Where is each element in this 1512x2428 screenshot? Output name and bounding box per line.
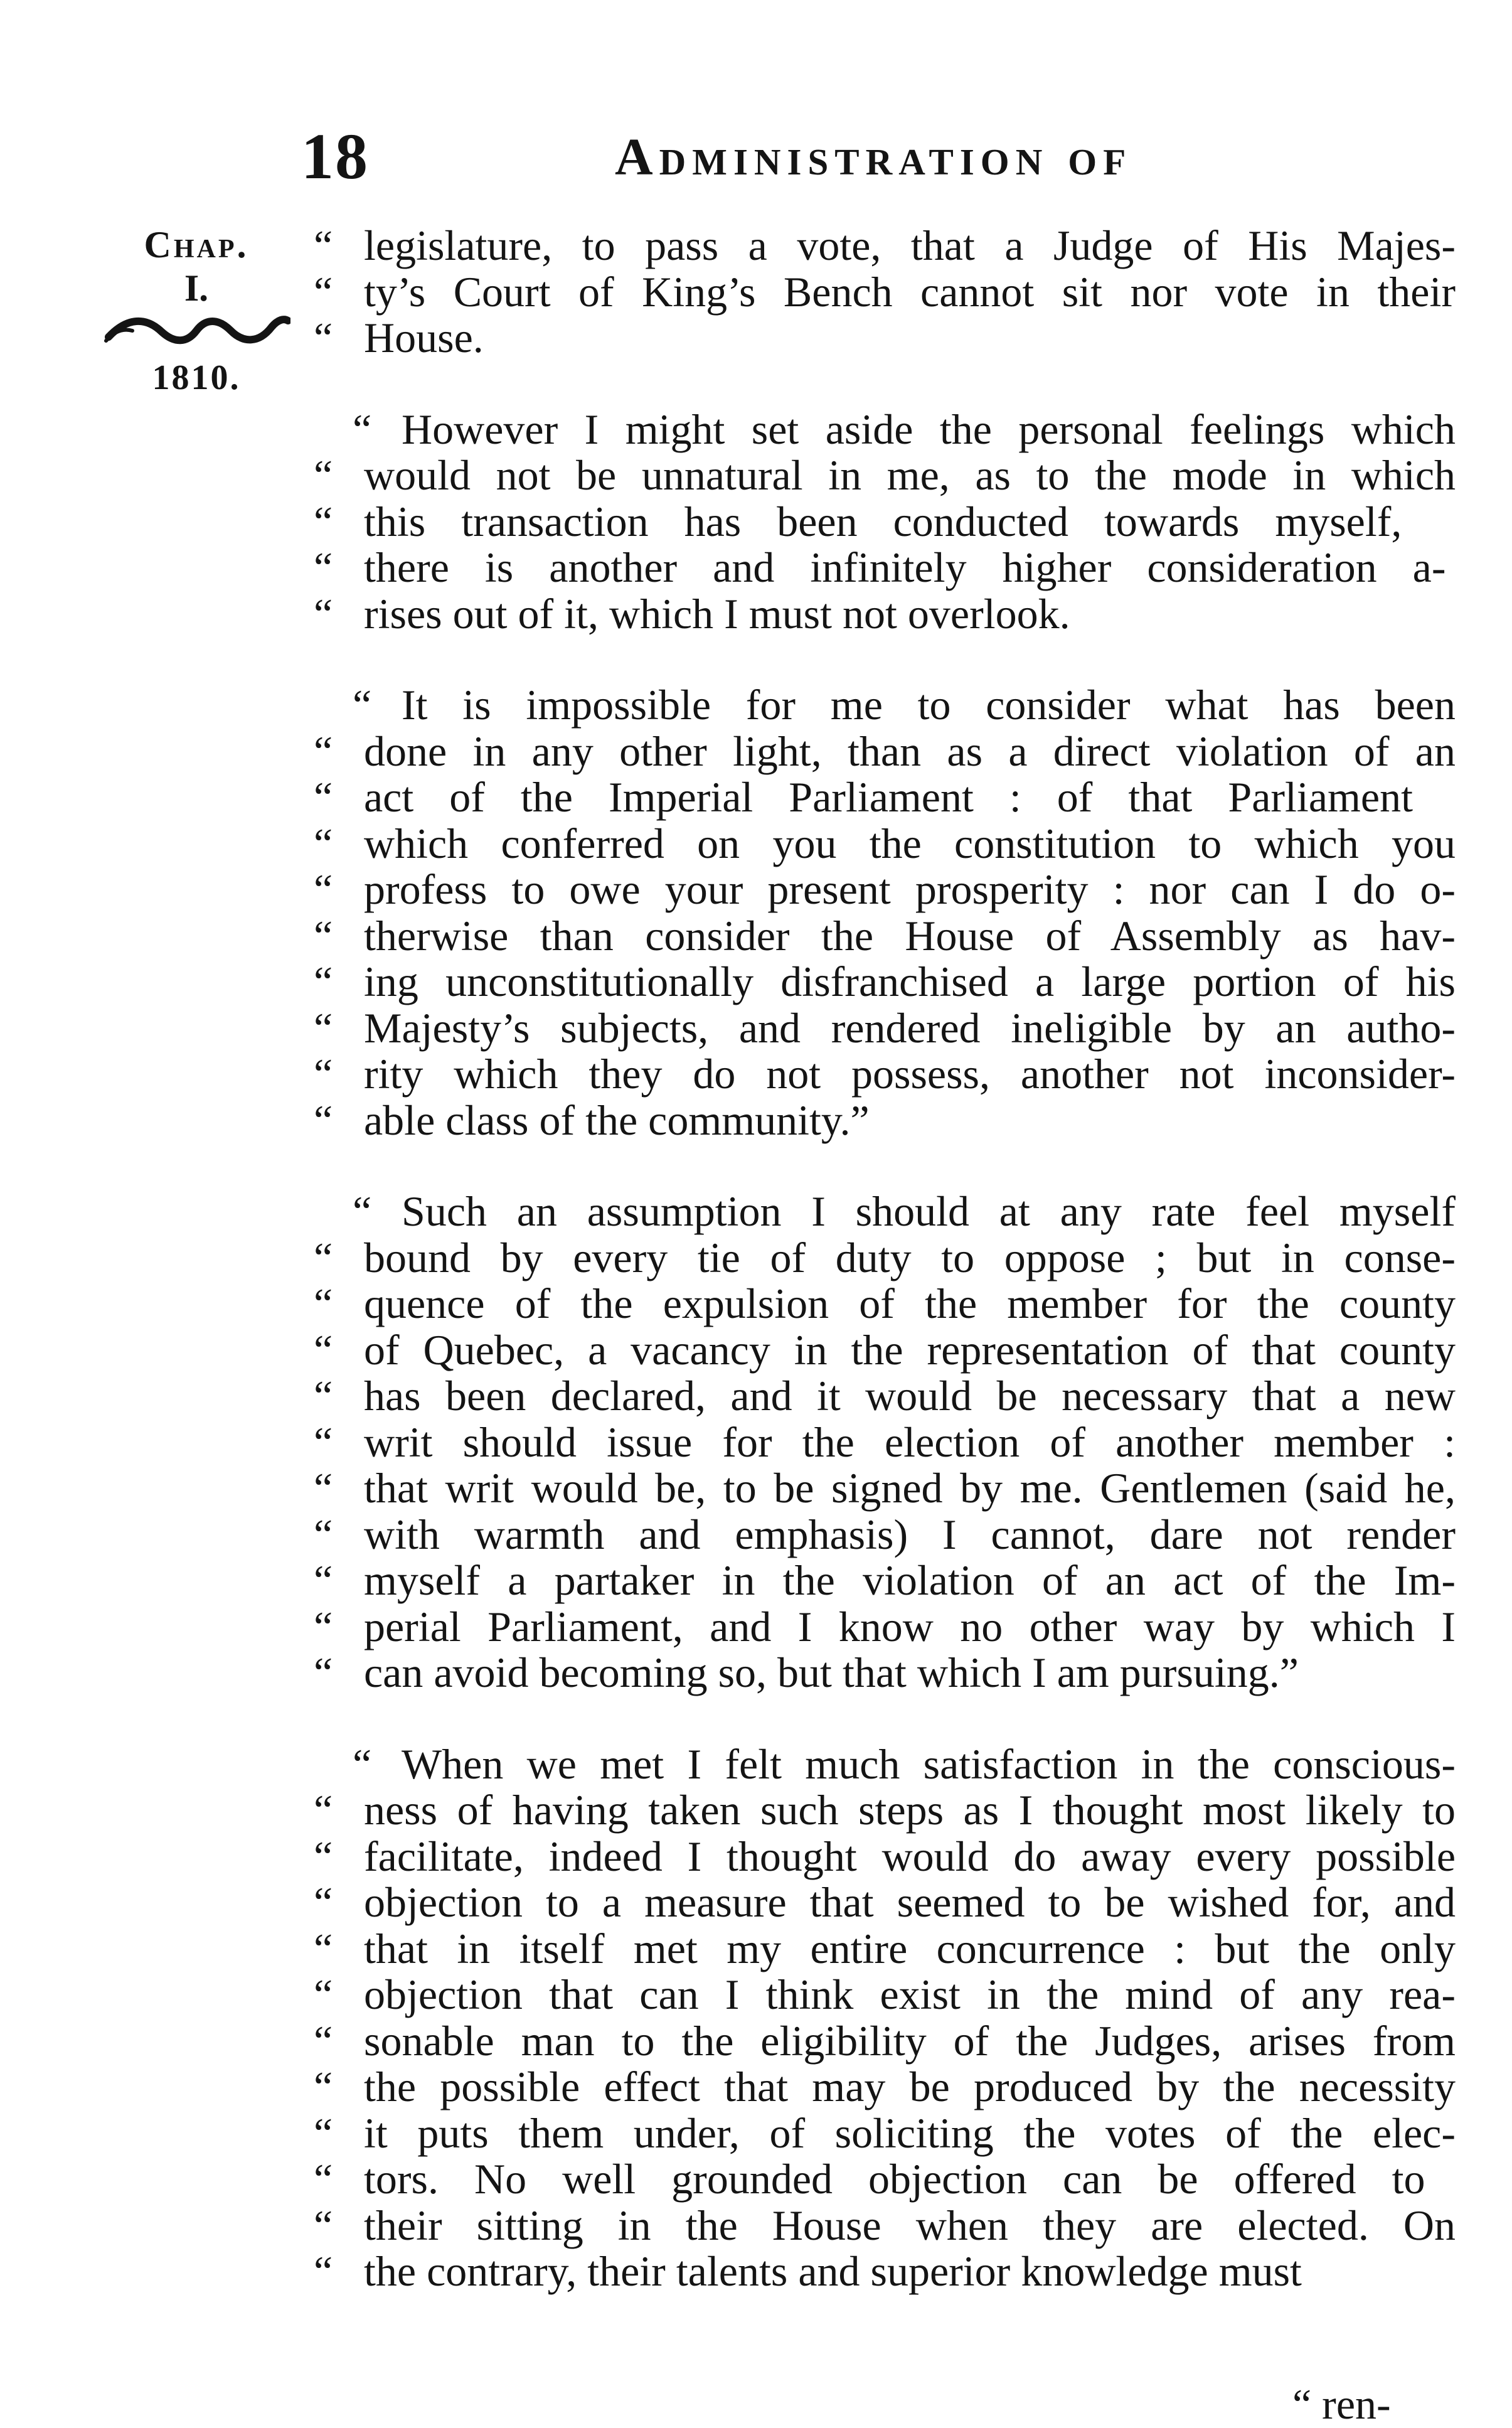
quote-mark: “ <box>314 589 333 638</box>
line-text: done in any other light, than as a direct violation of an <box>364 727 1456 775</box>
text-line <box>314 2110 1456 2157</box>
text-line <box>314 499 1456 545</box>
text-line <box>314 2064 1456 2110</box>
line-text: act of the Imperial Parliament : of that Parliament <box>364 773 1413 821</box>
quote-mark: “ <box>314 865 333 913</box>
margin-note <box>93 223 300 400</box>
text-line <box>314 1098 1456 1144</box>
quote-mark: “ <box>314 727 333 775</box>
quote-mark: “ <box>314 1050 333 1098</box>
text-line <box>314 269 1456 316</box>
line-text: ty’s Court of King’s Bench cannot sit nor vote in their <box>364 267 1456 316</box>
line-text: sonable man to the eligibility of the Judges, arises from <box>364 2016 1456 2065</box>
line-text: myself a partaker in the violation of an act of the Im- <box>364 1556 1456 1604</box>
quote-mark: “ <box>314 1280 333 1327</box>
quote-mark: “ <box>314 1786 333 1834</box>
text-line <box>314 1465 1456 1512</box>
text-line <box>314 2156 1456 2203</box>
line-text: When we met I felt much satisfaction in the conscious- <box>402 1740 1456 1788</box>
line-text: would not be unnatural in me, as to the mode in which <box>364 451 1456 499</box>
line-text: legislature, to pass a vote, that a Judge of His Majes- <box>364 222 1456 269</box>
quote-mark: “ <box>314 773 333 821</box>
quote-mark: “ <box>314 497 333 545</box>
text-line <box>314 1604 1456 1650</box>
margin-chapter-label: Chap. <box>144 224 249 265</box>
quote-mark: “ <box>353 1740 372 1788</box>
running-head <box>301 119 1242 193</box>
line-text: House. <box>364 314 484 361</box>
text-line <box>314 1834 1456 1880</box>
text-line <box>314 774 1456 821</box>
paragraph <box>314 1741 1456 2295</box>
line-text: rity which they do not possess, another not inconsider- <box>364 1050 1456 1098</box>
line-text: of Quebec, a vacancy in the representation of that county <box>364 1325 1456 1374</box>
text-line <box>314 223 1456 269</box>
line-text: able class of the community.” <box>364 1096 870 1144</box>
paragraph <box>314 407 1456 638</box>
quote-mark: “ <box>353 1187 372 1235</box>
quote-mark: “ <box>353 405 372 453</box>
quote-mark: “ <box>314 267 333 316</box>
quote-mark: “ <box>314 1233 333 1281</box>
text-line <box>314 1420 1456 1466</box>
text-line <box>314 315 1456 361</box>
line-text: it puts them under, of soliciting the votes of the elec- <box>364 2109 1456 2157</box>
line-text: However I might set aside the personal feelings which <box>402 405 1456 453</box>
line-text: this transaction has been conducted towards myself, <box>364 497 1402 545</box>
catchword: “ ren- <box>1292 2380 1391 2428</box>
quote-mark: “ <box>353 681 372 729</box>
line-text: that in itself met my entire concurrence : but the only <box>364 1924 1456 1972</box>
paragraph <box>314 682 1456 1143</box>
quote-mark: “ <box>314 2201 333 2249</box>
line-text: ing unconstitutionally disfranchised a large portion of his <box>364 958 1456 1005</box>
margin-chapter-number: I. <box>184 267 209 309</box>
quote-mark: “ <box>314 911 333 960</box>
text-line <box>314 1005 1456 1052</box>
quote-mark: “ <box>314 451 333 499</box>
paragraph <box>314 223 1456 361</box>
line-text: perial Parliament, and I know no other way by which I <box>364 1602 1456 1650</box>
quote-mark: “ <box>314 2247 333 2295</box>
quote-mark: “ <box>314 1372 333 1420</box>
text-line <box>314 452 1456 499</box>
line-text: Such an assumption I should at any rate feel myself <box>402 1187 1456 1235</box>
text-line <box>314 959 1456 1005</box>
line-text: quence of the expulsion of the member for the county <box>364 1280 1456 1327</box>
quote-mark: “ <box>314 2016 333 2065</box>
page-number: 18 <box>301 120 369 193</box>
quote-mark: “ <box>314 1649 333 1696</box>
quote-mark: “ <box>314 222 333 269</box>
line-text: the contrary, their talents and superior knowledge must <box>364 2247 1302 2295</box>
text-line <box>314 1235 1456 1281</box>
text-line <box>314 1880 1456 1926</box>
quote-mark: “ <box>314 819 333 867</box>
line-text: that writ would be, to be signed by me. Gentlemen (said he, <box>364 1464 1456 1512</box>
line-text: profess to owe your present prosperity : nor can I do o- <box>364 865 1456 913</box>
text-line <box>314 407 1456 453</box>
text-line <box>314 1051 1456 1098</box>
line-text: the possible effect that may be produced by the necessity <box>364 2063 1456 2110</box>
text-line <box>314 1787 1456 1834</box>
quote-mark: “ <box>314 958 333 1005</box>
text-line <box>314 1512 1456 1558</box>
line-text: can avoid becoming so, but that which I am pursuing.” <box>364 1649 1299 1696</box>
text-line <box>314 2203 1456 2249</box>
line-text: It is impossible for me to consider what has been <box>402 681 1456 729</box>
quote-mark: “ <box>314 1464 333 1512</box>
text-line <box>314 1650 1456 1696</box>
quote-mark: “ <box>314 2063 333 2110</box>
quote-mark: “ <box>314 1418 333 1466</box>
line-text: objection that can I think exist in the mind of any rea- <box>364 1971 1456 2018</box>
line-text: has been declared, and it would be necessary that a new <box>364 1372 1456 1420</box>
text-line <box>314 682 1456 729</box>
line-text: objection to a measure that seemed to be wished for, and <box>364 1878 1456 1926</box>
line-text: therwise than consider the House of Assembly as hav- <box>364 911 1456 960</box>
body-text <box>314 223 1456 2340</box>
line-text: facilitate, indeed I thought would do away every possible <box>364 1832 1456 1880</box>
line-text: tors. No well grounded objection can be offered to <box>364 2155 1425 2203</box>
line-text: which conferred on you the constitution to which you <box>364 819 1456 867</box>
quote-mark: “ <box>314 1924 333 1972</box>
quote-mark: “ <box>314 1325 333 1374</box>
quote-mark: “ <box>314 1556 333 1604</box>
line-text: their sitting in the House when they are elected. On <box>364 2201 1456 2249</box>
line-text: Majesty’s subjects, and rendered ineligible by an autho- <box>364 1003 1456 1052</box>
text-line <box>314 1741 1456 1788</box>
running-title: Administration of <box>615 128 1132 186</box>
quote-mark: “ <box>314 314 333 361</box>
quote-mark: “ <box>314 1510 333 1558</box>
flourish-ornament-icon <box>102 312 290 350</box>
quote-mark: “ <box>314 1878 333 1926</box>
text-line <box>314 2249 1456 2295</box>
line-text: bound by every tie of duty to oppose ; but in conse- <box>364 1233 1456 1281</box>
text-line <box>314 1189 1456 1235</box>
text-line <box>314 729 1456 775</box>
text-line <box>314 591 1456 638</box>
line-text: with warmth and emphasis) I cannot, dare not render <box>364 1510 1456 1558</box>
text-line <box>314 2018 1456 2065</box>
quote-mark: “ <box>314 1003 333 1052</box>
line-text: there is another and infinitely higher consideration a- <box>364 543 1446 591</box>
line-text: ness of having taken such steps as I thought most likely to <box>364 1786 1456 1834</box>
margin-year: 1810. <box>152 358 241 397</box>
text-line <box>314 1373 1456 1420</box>
text-line <box>314 821 1456 867</box>
quote-mark: “ <box>314 1602 333 1650</box>
quote-mark: “ <box>314 1096 333 1144</box>
quote-mark: “ <box>314 1832 333 1880</box>
line-text: writ should issue for the election of another member : <box>364 1418 1456 1466</box>
text-line <box>314 867 1456 913</box>
text-line <box>314 1926 1456 1972</box>
quote-mark: “ <box>314 2155 333 2203</box>
text-line <box>314 1327 1456 1374</box>
quote-mark: “ <box>314 2109 333 2157</box>
text-line <box>314 545 1456 591</box>
quote-mark: “ <box>314 1971 333 2018</box>
text-line <box>314 1281 1456 1327</box>
text-line <box>314 1558 1456 1604</box>
quote-mark: “ <box>314 543 333 591</box>
line-text: rises out of it, which I must not overlook. <box>364 589 1070 638</box>
text-line <box>314 913 1456 960</box>
text-line <box>314 1972 1456 2018</box>
paragraph <box>314 1189 1456 1696</box>
